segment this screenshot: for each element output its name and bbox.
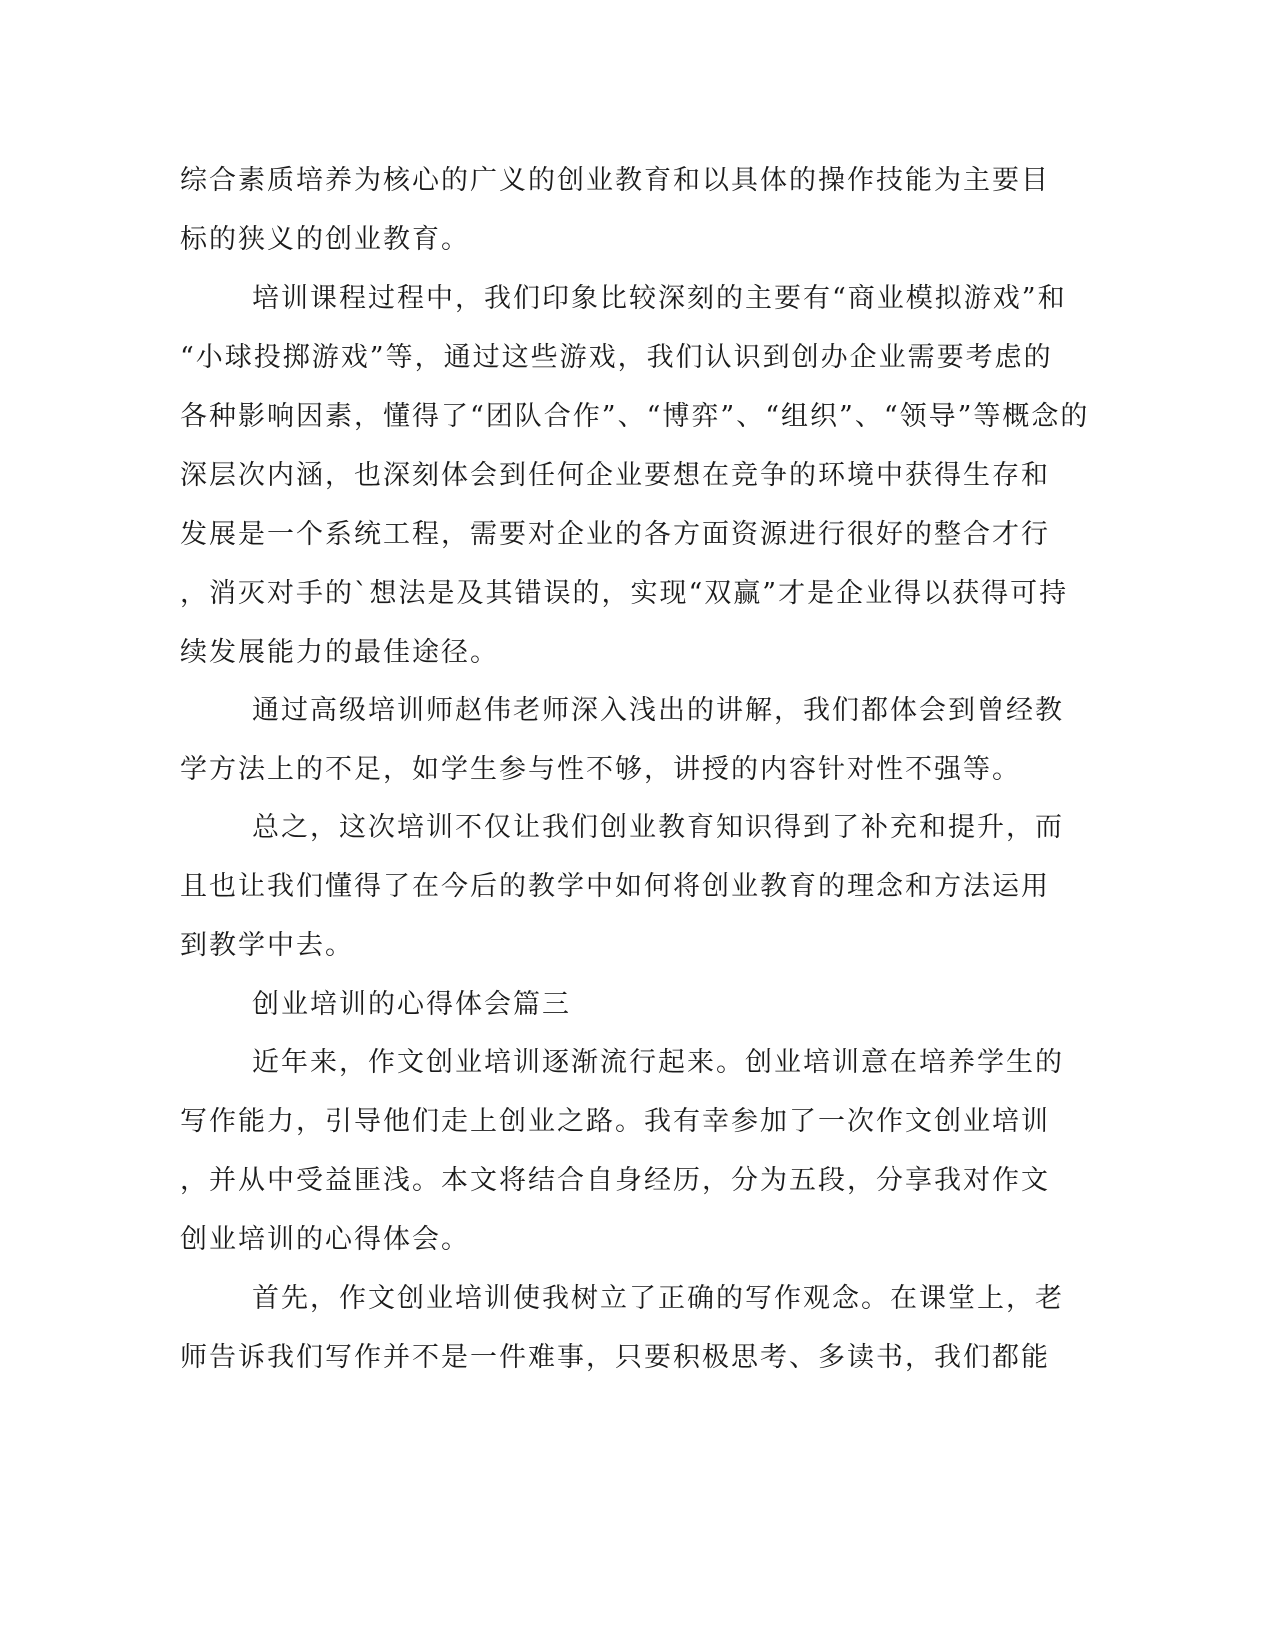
paragraph-start-line: 近年来，作文创业培训逐渐流行起来。创业培训意在培养学生的 xyxy=(252,1047,1064,1078)
paragraph-start-line: 总之，这次培训不仅让我们创业教育知识得到了补充和提升，而 xyxy=(252,812,1064,843)
section-heading: 创业培训的心得体会篇三 xyxy=(252,989,571,1020)
text-line: ，消灭对手的`想法是及其错误的，实现“双赢”才是企业得以获得可持 xyxy=(180,578,1069,609)
text-line: 且也让我们懂得了在今后的教学中如何将创业教育的理念和方法运用 xyxy=(180,871,1050,902)
paragraph-start-line: 首先，作文创业培训使我树立了正确的写作观念。在课堂上，老 xyxy=(252,1283,1064,1314)
text-line: 综合素质培养为核心的广义的创业教育和以具体的操作技能为主要目 xyxy=(180,165,1050,196)
text-line: 师告诉我们写作并不是一件难事，只要积极思考、多读书，我们都能 xyxy=(180,1342,1050,1373)
paragraph-start-line: 培训课程过程中，我们印象比较深刻的主要有“商业模拟游戏”和 xyxy=(252,283,1067,314)
text-line: 到教学中去。 xyxy=(180,930,354,961)
text-line: 续发展能力的最佳途径。 xyxy=(180,637,499,668)
text-line: 创业培训的心得体会。 xyxy=(180,1224,470,1255)
text-line: 各种影响因素，懂得了“团队合作”、“博弈”、“组织”、“领导”等概念的 xyxy=(180,401,1090,432)
text-line: 发展是一个系统工程，需要对企业的各方面资源进行很好的整合才行 xyxy=(180,519,1050,550)
text-line: 学方法上的不足，如学生参与性不够，讲授的内容针对性不强等。 xyxy=(180,754,1021,785)
paragraph-start-line: 通过高级培训师赵伟老师深入浅出的讲解，我们都体会到曾经教 xyxy=(252,695,1064,726)
text-line: 写作能力，引导他们走上创业之路。我有幸参加了一次作文创业培训 xyxy=(180,1106,1050,1137)
text-line: ，并从中受益匪浅。本文将结合自身经历，分为五段，分享我对作文 xyxy=(180,1165,1050,1196)
text-line: 深层次内涵，也深刻体会到任何企业要想在竞争的环境中获得生存和 xyxy=(180,460,1050,491)
text-line: “小球投掷游戏”等，通过这些游戏，我们认识到创办企业需要考虑的 xyxy=(180,342,1053,373)
text-line: 标的狭义的创业教育。 xyxy=(180,224,470,255)
